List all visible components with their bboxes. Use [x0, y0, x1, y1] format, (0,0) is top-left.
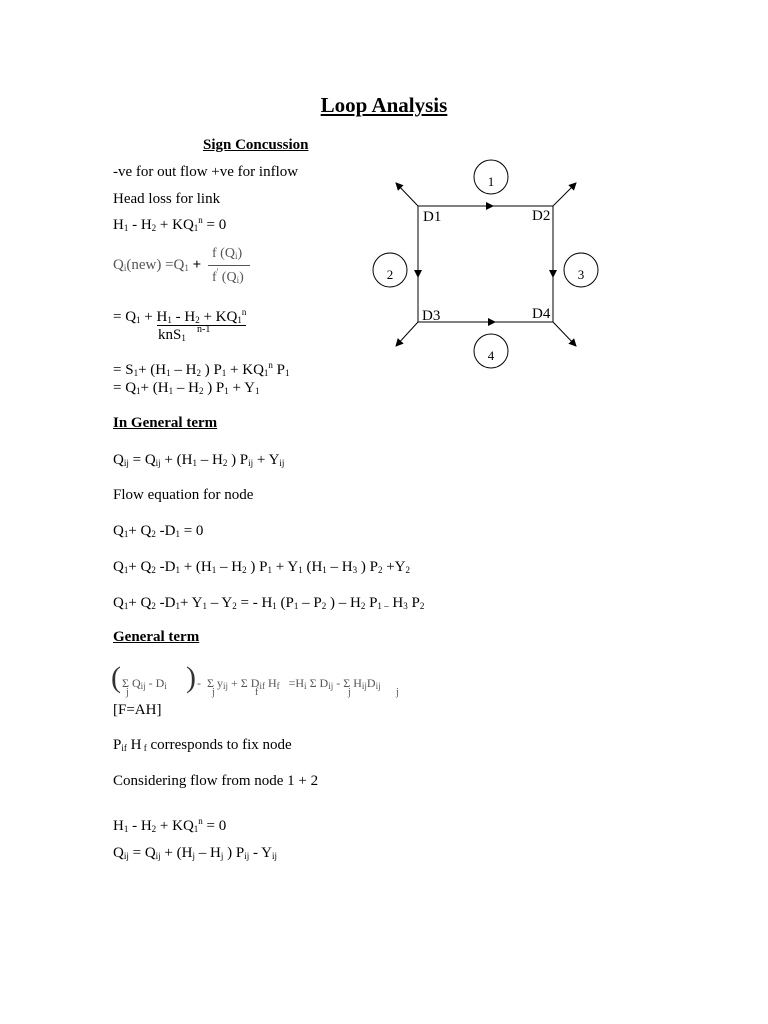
page-title: Loop Analysis: [320, 93, 448, 117]
step1-numerator: $H_1 - H_2 + KQ_1^n$: [156, 307, 247, 325]
step1-denominator-exponent: n-1: [197, 324, 211, 335]
pipe-1-label: 1: [487, 174, 495, 189]
matrix-sum-index-2: j: [212, 687, 215, 698]
loop-diagram: [360, 150, 620, 380]
pipe-2-label: 2: [386, 267, 394, 282]
pipe-3-label: 3: [577, 267, 585, 282]
node-d4-label: D4: [532, 306, 551, 322]
node-d2-label: D2: [532, 208, 551, 224]
fah-text: [F=AH]: [113, 702, 162, 718]
matrix-left-paren: (: [111, 661, 121, 694]
general-term-heading-2: General term: [113, 629, 200, 645]
newton-fraction-denominator: f' $(Q_i)$: [212, 267, 244, 285]
newton-update-equation: $Q_i(new) =Q_1$ +: [113, 257, 202, 273]
considering-text: Considering flow from node 1 + 2: [113, 773, 319, 789]
sign-convention-heading: Sign Concussion: [203, 137, 309, 153]
d2-outflow-arrow: [553, 183, 576, 206]
node-equation-2: $Q_1+ Q_2$ $-D_1 + (H_1 - H_2$ ) $P_1 + Y_1$ ($H_1 - H_3$ ) $P_2 +Y_2$: [113, 559, 411, 575]
head-loss-text: Head loss for link: [113, 191, 221, 207]
matrix-equation-rhs: - Σ $y_{ij} + \Sigma$ $D_{if}$ $H_f =H_i$ Σ $D_{ij}$ - Σ $H_{ij}D_{ij}$: [197, 676, 381, 691]
d4-outflow-arrow: [553, 322, 576, 346]
step1-denominator: knS$_1$: [158, 327, 186, 343]
matrix-sum-index-3: f: [255, 687, 259, 698]
head-loss-equation: $H_1 - H_2 + KQ_1^n = 0$: [113, 215, 227, 233]
node-equation-1: $Q_1+ Q_2$ $-D_1 = 0$: [113, 523, 204, 539]
final-equation-2: $Q_{ij} = Q_{ij} + (H_j - H_j$ ) $P_{ij} - Y_{ij}$: [113, 845, 277, 861]
d3-outflow-arrow: [396, 322, 418, 346]
matrix-sum-index-5: j: [396, 687, 399, 698]
newton-fraction-numerator: f $(Q_i)$: [212, 246, 243, 261]
node-d3-label: D3: [422, 308, 441, 324]
d1-outflow-arrow: [396, 183, 418, 206]
general-term-heading: In General term: [113, 415, 218, 431]
matrix-sum-index-1: j: [126, 687, 129, 698]
step1-equation: = $Q_1 + H_1 - H_2 + KQ_1^n$: [113, 307, 247, 325]
node-d1-label: D1: [423, 209, 442, 225]
matrix-equation: Σ $Q_{ij} - D_i$: [122, 676, 167, 691]
newton-fraction-bar: [208, 265, 250, 266]
flow-node-text: Flow equation for node: [113, 487, 254, 503]
fix-node-text: $P_{if}$ H $_f$ corresponds to fix node: [113, 737, 292, 753]
step3-equation: = $Q_1+ (H_1 - H_2$ ) $P_1 + Y_1$: [113, 380, 260, 396]
matrix-sum-index-4: j: [348, 687, 351, 698]
matrix-right-paren: ): [186, 661, 196, 694]
step2-equation: = $S_1+ (H_1 - H_2$ ) $P_1 + KQ_1^n$ $P_1$: [113, 360, 290, 378]
pipe-4-label: 4: [487, 348, 495, 363]
final-equation-1: $H_1 - H_2 + KQ_1^n = 0$: [113, 816, 227, 834]
general-term-equation: $Q_{ij} = Q_{ij} + (H_1 - H_2$ ) $P_{ij} + Y_{ij}$: [113, 452, 285, 468]
node-equation-3: $Q_1+ Q_2$ $-D_1+ Y_1 - Y_2$ = - $H_1$ ($P_1 - P_2$ ) – $H_2$ $P_{1 -}$ $H_3$ $P_2$: [113, 595, 425, 611]
sign-convention-text: -ve for out flow +ve for inflow: [113, 164, 299, 180]
